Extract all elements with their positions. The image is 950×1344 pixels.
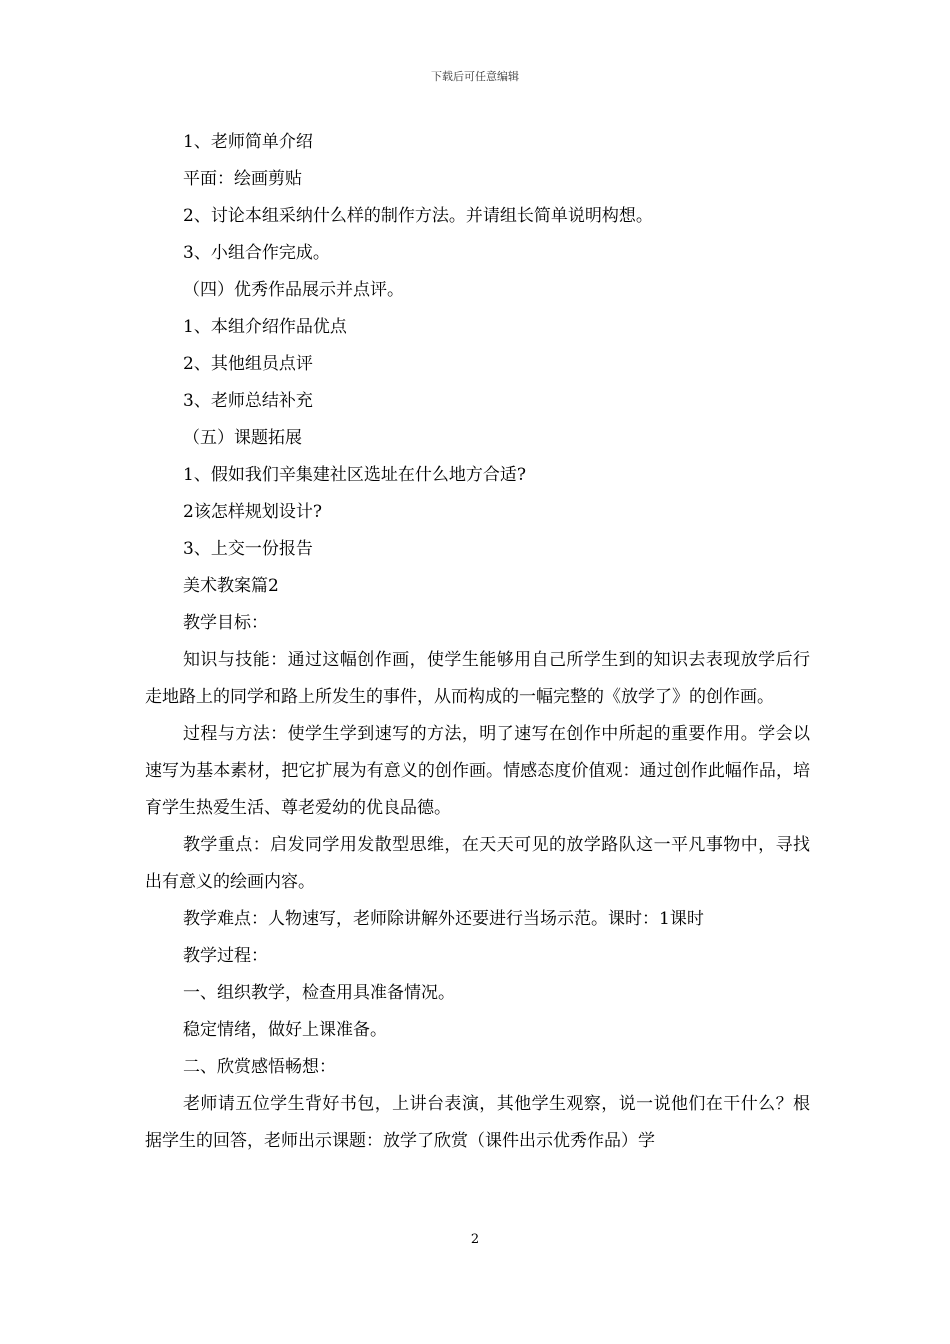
text-line: 3、小组合作完成。 [183,243,330,263]
text-line: 3、上交一份报告 [183,539,313,559]
text-line: 一、组织教学，检查用具准备情况。 [183,983,455,1003]
page-number: 2 [470,1232,480,1247]
text-line: 稳定情绪，做好上课准备。 [183,1020,387,1040]
paragraph-teaching-focus: 教学重点：启发同学用发散型思维，在天天可见的放学路队这一平凡事物中，寻找出有意义的绘画内容。 [145,835,810,892]
text-line: 教学难点：人物速写，老师除讲解外还要进行当场示范。课时：1课时 [183,909,704,929]
text-line: 2、讨论本组采纳什么样的制作方法。并请组长简单说明构想。 [183,206,653,226]
text-line: 1、老师简单介绍 [183,132,313,152]
text-line: 2该怎样规划设计? [183,502,322,522]
paragraph-teacher-activity: 老师请五位学生背好书包，上讲台表演，其他学生观察，说一说他们在干什么？根据学生的回答，老师出示课题：放学了欣赏（课件出示优秀作品）学 [145,1094,810,1151]
document-title: 美术教案篇2 [183,576,279,596]
text-line: 1、假如我们辛集建社区选址在什么地方合适? [183,465,526,485]
page-header: 下载后可任意编辑 [431,70,519,83]
text-line: 教学目标： [183,613,268,633]
text-line: 平面：绘画剪贴 [183,169,302,189]
text-line: 1、本组介绍作品优点 [183,317,347,337]
document-body [145,124,810,1160]
text-line: 教学过程： [183,946,268,966]
text-line: 2、其他组员点评 [183,354,313,374]
paragraph-process-methods: 过程与方法：使学生学到速写的方法，明了速写在创作中所起的重要作用。学会以速写为基本素材，把它扩展为有意义的创作画。情感态度价值观：通过创作此幅作品，培育学生热爱生活、尊老爱幼的优良品德。 [145,724,810,818]
paragraph-knowledge-skills: 知识与技能：通过这幅创作画，使学生能够用自己所学生到的知识去表现放学后行走地路上的同学和路上所发生的事件，从而构成的一幅完整的《放学了》的创作画。 [145,650,810,707]
section-heading: （四）优秀作品展示并点评。 [183,280,404,300]
section-heading: （五）课题拓展 [183,428,302,448]
text-line: 二、欣赏感悟畅想： [183,1057,336,1077]
text-line: 3、老师总结补充 [183,391,313,411]
